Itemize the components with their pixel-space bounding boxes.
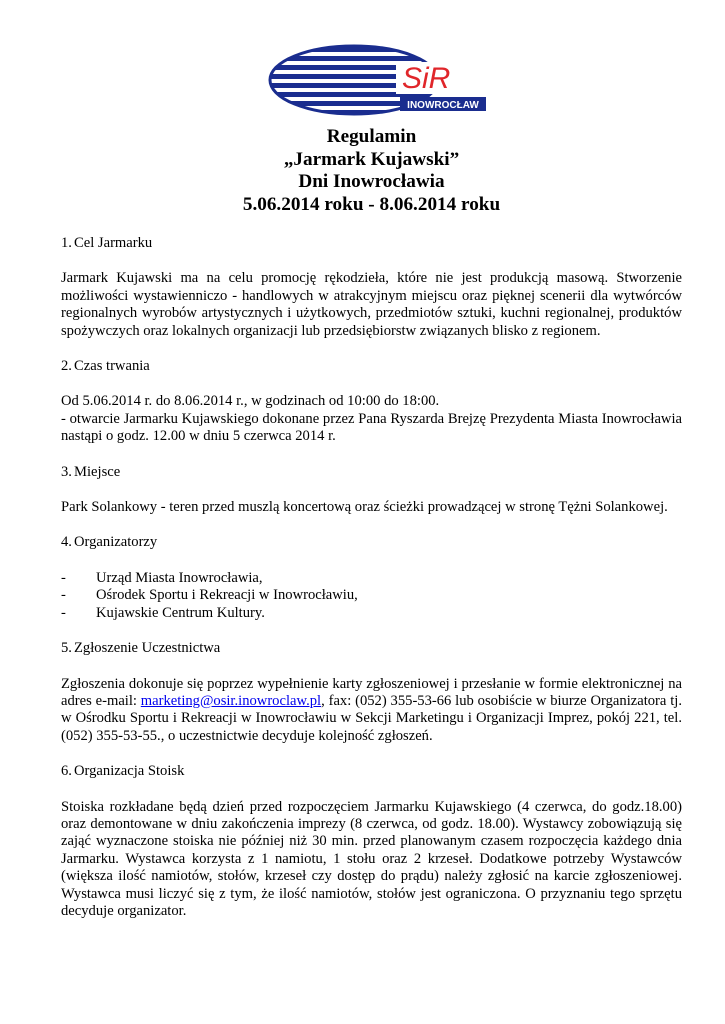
email-link[interactable]: marketing@osir.inowroclaw.pl	[140, 692, 322, 709]
title-line-1: Regulamin	[326, 126, 417, 147]
section-heading-location: 3. Miejsce	[61, 463, 121, 480]
section-heading-organizers: 4. Organizatorzy	[61, 534, 158, 551]
title-line-4: 5.06.2014 roku - 8.06.2014 roku	[242, 193, 501, 215]
section-heading-goal: 1. Cel Jarmarku	[61, 235, 153, 251]
list-item: - Urząd Miasta Inowrocławia,	[61, 569, 263, 586]
goal-paragraph: Jarmark Kujawski ma na celu promocję rękodzieła, które nie jest produkcją masową. Stworzenie możliwości wystawienniczo - handlowych w atrakcyjnym miejscu oraz pięknej scenerii dla wytwórców regionalnych wyrobów artystycznych i użytkowych, przedmiotów sztuki, kuchni regionalnej, produktów spożywczych oraz lokalnych organizacji lub przedsiębiorstw związanych blisko z regionem.	[61, 270, 682, 339]
title-line-3: Dni Inowrocławia	[298, 171, 445, 192]
list-item: - Ośrodek Sportu i Rekreacji w Inowrocławiu,	[61, 587, 358, 604]
duration-opening: - otwarcie Jarmarku Kujawskiego dokonane przez Pana Ryszarda Brejzę Prezydenta Miasta Inowrocławia nastąpi o godz. 12.00 w dniu 5 czerwca 2014 r.	[61, 410, 682, 445]
list-item: - Kujawskie Centrum Kultury.	[61, 604, 265, 621]
document-body	[61, 235, 682, 920]
logo-brand: SiR	[402, 62, 451, 95]
location-paragraph: Park Solankowy - teren przed muszlą koncertową oraz ścieżki prowadzącej w stronę Tężni Solankowej.	[61, 499, 668, 516]
section-heading-registration: 5. Zgłoszenie Uczestnictwa	[61, 640, 221, 657]
title-line-2: „Jarmark Kujawski”	[283, 148, 460, 170]
logo-city: INOWROCŁAW	[407, 100, 479, 111]
section-heading-duration: 2. Czas trwania	[61, 358, 150, 375]
duration-dates: Od 5.06.2014 r. do 8.06.2014 r., w godzinach od 10:00 do 18:00.	[61, 393, 440, 410]
sir-logo	[266, 44, 491, 116]
document-title	[61, 126, 682, 216]
section-heading-stands: 6. Organizacja Stoisk	[61, 763, 185, 780]
registration-paragraph: Zgłoszenia dokonuje się poprzez wypełnienie karty zgłoszeniowej i przesłanie w formie elektronicznej na adres e-mail: marketing@osir.inowroclaw.pl, fax: (052) 355-53-66 lub osobiście w biurze Organizatora tj. w Ośrodku Sportu i Rekreacji w Inowrocławiu w Sekcji Marketingu i Organizacji Imprez, pokój 221, tel. (052) 355-53-55., o uczestnictwie decyduje kolejność zgłoszeń.	[61, 675, 682, 744]
stands-paragraph: Stoiska rozkładane będą dzień przed rozpoczęciem Jarmarku Kujawskiego (4 czerwca, do godz.18.00) oraz demontowane w dniu zakończenia imprezy (8 czerwca, od godz. 18.00). Wystawcy zobowiązują się zająć wyznaczone stoiska nie później niż 30 min. przed planowanym czasem rozpoczęcia każdego dnia Jarmarku. Wystawca korzysta z 1 namiotu, 1 stołu oraz 2 krzeseł. Dodatkowe potrzeby Wystawców (większa ilość namiotów, stołów, krzeseł czy dostęp do prądu) należy zgłosić na karcie zgłoszeniowej. Wystawca musi liczyć się z tym, że ilość namiotów, stołów jest ograniczona. O przyznaniu tego sprzętu decyduje organizator.	[61, 798, 682, 919]
